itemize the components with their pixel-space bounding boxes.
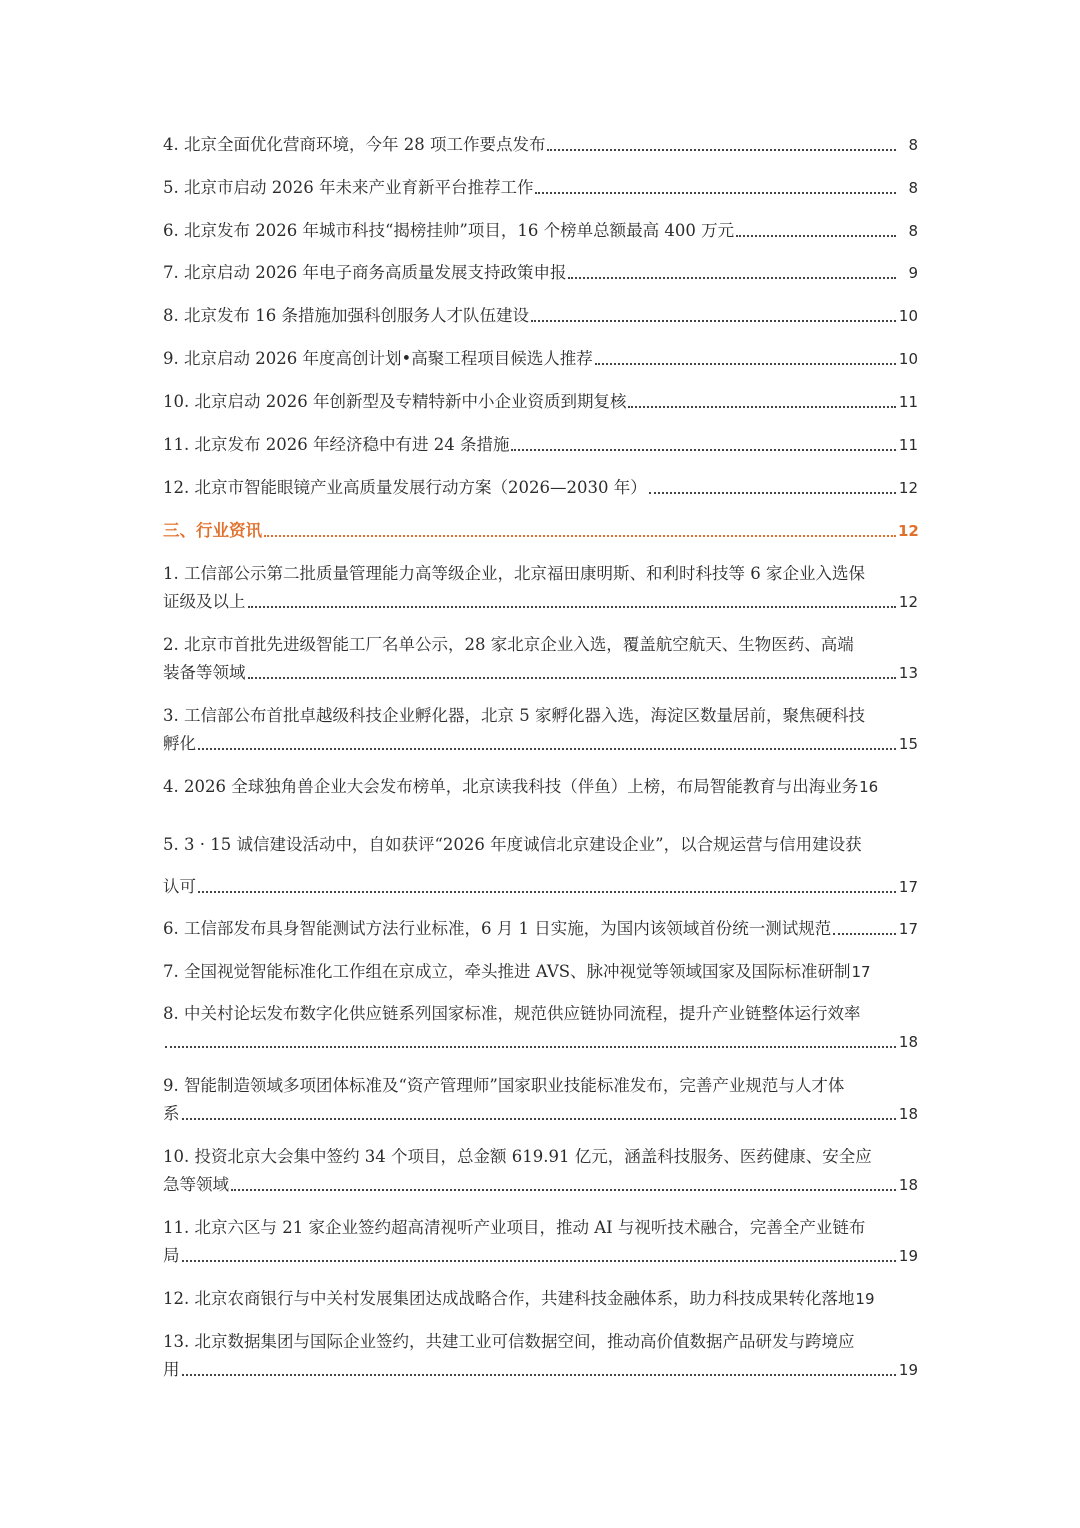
toc-page-number: 13 (898, 664, 918, 682)
toc-entry[interactable] (163, 634, 918, 684)
toc-entry[interactable] (163, 1331, 918, 1381)
toc-entry[interactable] (163, 477, 918, 499)
toc-page-number: 16 (859, 778, 879, 796)
toc-entry-title-cont: 认可 (163, 877, 196, 896)
dot-leader (182, 1374, 897, 1376)
toc-entry-title: 10. 北京启动 2026 年创新型及专精特新中小企业资质到期复核 (163, 392, 627, 411)
dot-leader (568, 277, 896, 279)
toc-entry-title-cont: 急等领域 (163, 1175, 229, 1194)
toc-page-number: 17 (898, 878, 918, 896)
toc-entry-title-cont: 装备等领域 (163, 663, 246, 682)
dot-leader (833, 933, 896, 935)
dot-leader (511, 449, 896, 451)
toc-entry-title: 1. 工信部公示第二批质量管理能力高等级企业，北京福田康明斯、和利时科技等 6 家企业入选保 (163, 564, 865, 583)
toc-entry[interactable] (163, 776, 935, 798)
toc-entry-title: 9. 北京启动 2026 年度高创计划•高聚工程项目候选人推荐 (163, 349, 593, 368)
toc-entry-title: 7. 全国视觉智能标准化工作组在京成立，牵头推进 AVS、脉冲视觉等领域国家及国际标准研制 (163, 962, 851, 981)
toc-page-number: 12 (898, 479, 918, 497)
toc-entry[interactable] (163, 1003, 918, 1053)
toc-entry[interactable] (163, 1217, 918, 1267)
toc-page-number: 18 (898, 1176, 918, 1194)
toc-entry[interactable] (163, 220, 918, 242)
toc-entry-title-cont: 孵化 (163, 734, 196, 753)
toc-entry-title: 12. 北京农商银行与中关村发展集团达成战略合作，共建科技金融体系，助力科技成果转化落地 (163, 1289, 855, 1308)
toc-entry-title: 5. 3 · 15 诚信建设活动中，自如获评“2026 年度诚信北京建设企业”，以合规运营与信用建设获 (163, 835, 862, 854)
dot-leader (535, 192, 896, 194)
toc-entry-title-cont: 局 (163, 1246, 180, 1265)
dot-leader (248, 677, 897, 679)
toc-entry-title-cont: 用 (163, 1360, 180, 1379)
toc-entry[interactable] (163, 262, 918, 284)
toc-entry-title: 2. 北京市首批先进级智能工厂名单公示，28 家北京企业入选，覆盖航空航天、生物医药、高端 (163, 635, 854, 654)
toc-entry[interactable] (163, 391, 918, 413)
dot-leader (547, 149, 896, 151)
toc-entry[interactable] (163, 834, 918, 898)
toc-page-number: 18 (898, 1105, 918, 1123)
toc-entry-title: 7. 北京启动 2026 年电子商务高质量发展支持政策申报 (163, 263, 567, 282)
toc-page-number: 8 (908, 179, 918, 197)
dot-leader (649, 492, 896, 494)
toc-page-number: 19 (898, 1247, 918, 1265)
toc-entry-title: 5. 北京市启动 2026 年未来产业育新平台推荐工作 (163, 178, 534, 197)
toc-page-number: 19 (898, 1361, 918, 1379)
toc-entry-title: 4. 北京全面优化营商环境，今年 28 项工作要点发布 (163, 135, 546, 154)
toc-entry[interactable] (163, 177, 918, 199)
toc-entry-title: 12. 北京市智能眼镜产业高质量发展行动方案（2026—2030 年） (163, 478, 647, 497)
toc-section-heading[interactable] (163, 520, 918, 542)
toc-entry[interactable] (163, 563, 918, 613)
dot-leader (736, 235, 896, 237)
toc-page-number: 10 (898, 307, 918, 325)
toc-entry-title: 8. 中关村论坛发布数字化供应链系列国家标准，规范供应链协同流程，提升产业链整体运行效率 (163, 1004, 861, 1023)
toc-entry[interactable] (163, 134, 918, 156)
toc-entry[interactable] (163, 705, 918, 755)
section-title: 三、行业资讯 (163, 521, 262, 540)
toc-entry[interactable] (163, 434, 918, 456)
dot-leader (182, 1118, 897, 1120)
dot-leader (198, 748, 896, 750)
toc-page-number: 11 (898, 393, 918, 411)
toc-page-number: 18 (898, 1033, 918, 1051)
toc-entry[interactable] (163, 1075, 918, 1125)
toc-page-number: 9 (908, 264, 918, 282)
toc-entry-title: 6. 北京发布 2026 年城市科技“揭榜挂帅”项目，16 个榜单总额最高 400 万元 (163, 221, 735, 240)
toc-entry-title: 9. 智能制造领域多项团体标准及“资产管理师”国家职业技能标准发布，完善产业规范与人才体 (163, 1076, 845, 1095)
toc-page-number: 10 (898, 350, 918, 368)
toc-page-number: 12 (898, 593, 918, 611)
toc-entry-title: 10. 投资北京大会集中签约 34 个项目，总金额 619.91 亿元，涵盖科技服务、医药健康、安全应 (163, 1147, 872, 1166)
toc-entry[interactable] (163, 961, 923, 983)
toc-entry-title: 8. 北京发布 16 条措施加强科创服务人才队伍建设 (163, 306, 529, 325)
toc-entry[interactable] (163, 918, 918, 940)
toc-entry-title: 13. 北京数据集团与国际企业签约，共建工业可信数据空间，推动高价值数据产品研发与跨境应 (163, 1332, 855, 1351)
toc-entry[interactable] (163, 348, 918, 370)
toc-entry[interactable] (163, 305, 918, 327)
toc-entry-title: 3. 工信部公布首批卓越级科技企业孵化器，北京 5 家孵化器入选，海淀区数量居前，聚焦硬科技 (163, 706, 865, 725)
dot-leader (231, 1189, 896, 1191)
toc-entry-title: 11. 北京六区与 21 家企业签约超高清视听产业项目，推动 AI 与视听技术融合，完善全产业链布 (163, 1218, 866, 1237)
dot-leader (248, 606, 897, 608)
dot-leader (264, 535, 896, 537)
dot-leader (628, 406, 896, 408)
toc-page-number: 12 (898, 522, 919, 540)
toc-entry[interactable] (163, 1146, 918, 1196)
toc-entry-title: 6. 工信部发布具身智能测试方法行业标准，6 月 1 日实施，为国内该领域首份统一测试规范 (163, 919, 832, 938)
dot-leader (595, 363, 896, 365)
dot-leader (165, 1046, 896, 1048)
toc-page-number: 15 (898, 735, 918, 753)
toc-page-number: 8 (908, 222, 918, 240)
toc-page-number: 19 (855, 1290, 875, 1308)
toc-entry-title-cont: 系 (163, 1104, 180, 1123)
toc-entry-title: 11. 北京发布 2026 年经济稳中有进 24 条措施 (163, 435, 510, 454)
toc-entry-title-cont: 证级及以上 (163, 592, 246, 611)
toc-page-number: 17 (851, 963, 871, 981)
toc-entry[interactable] (163, 1288, 935, 1310)
toc-entry-title: 4. 2026 全球独角兽企业大会发布榜单，北京读我科技（伴鱼）上榜，布局智能教育与出海业务 (163, 777, 859, 796)
dot-leader (198, 891, 896, 893)
toc-page-number: 8 (908, 136, 918, 154)
dot-leader (182, 1260, 897, 1262)
toc-page-number: 11 (898, 436, 918, 454)
dot-leader (531, 320, 896, 322)
toc-page-number: 17 (898, 920, 918, 938)
